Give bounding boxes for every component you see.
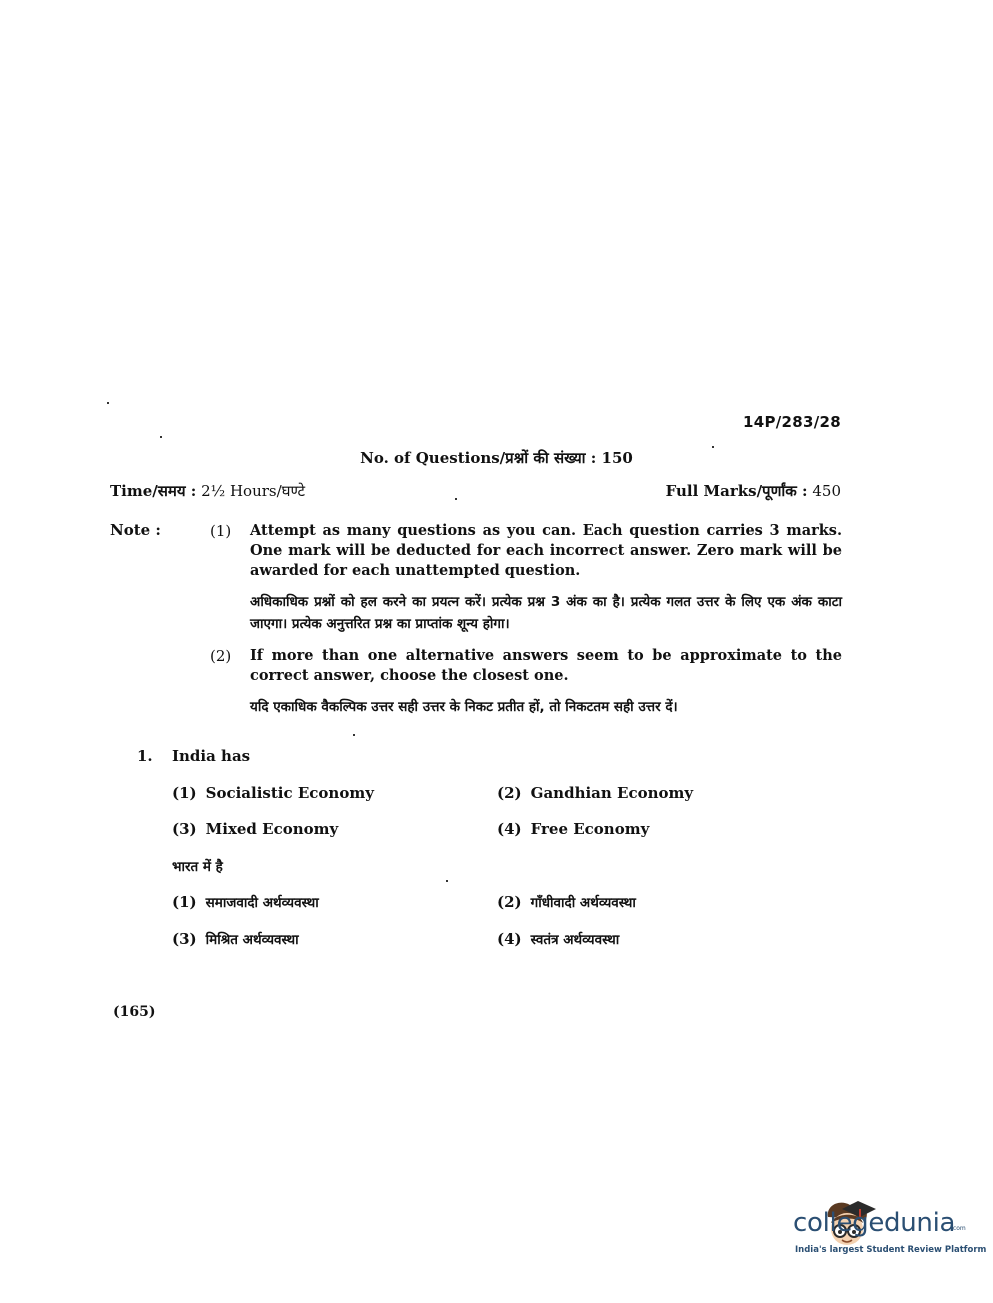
- note-english: If more than one alternative answers seem to be approximate to the correct answer, choose the closest one.: [250, 647, 842, 684]
- option-text: गाँधीवादी अर्थव्यवस्था: [530, 895, 636, 911]
- watermark-domain: .com: [951, 1225, 966, 1232]
- option-text: Mixed Economy: [205, 820, 339, 838]
- paper-code: 14P/283/28: [742, 413, 841, 431]
- option-hi-2: [497, 893, 636, 911]
- question-stem-hindi: भारत में है: [172, 859, 223, 875]
- option-number: (4): [497, 930, 522, 948]
- note-body: [250, 646, 842, 718]
- scan-speck: [455, 498, 457, 500]
- option-en-3: [172, 820, 338, 838]
- option-number: (1): [172, 784, 197, 802]
- scan-speck: [712, 446, 714, 448]
- scan-speck: [446, 880, 448, 882]
- time-info: [110, 481, 305, 501]
- option-en-2: [497, 784, 693, 802]
- scan-speck: [353, 734, 355, 736]
- exam-meta-row: [110, 481, 841, 501]
- option-text: Gandhian Economy: [530, 784, 694, 802]
- marks-info: [666, 481, 841, 501]
- question-stem-english: India has: [172, 747, 251, 765]
- option-text: Free Economy: [530, 820, 650, 838]
- note-body: [250, 521, 842, 635]
- option-text: मिश्रित अर्थव्यवस्था: [205, 932, 299, 948]
- note-hindi: अधिकाधिक प्रश्नों को हल करने का प्रयत्न करें। प्रत्येक प्रश्न 3 अंक का है। प्रत्येक गलत उत्तर के लिए एक अंक काटा जाएगा। प्रत्येक अनुत्तरित प्रश्न का प्राप्तांक शून्य होगा।: [250, 594, 842, 632]
- time-label: Time/समय :: [110, 482, 197, 500]
- option-en-4: [497, 820, 649, 838]
- option-text: समाजवादी अर्थव्यवस्था: [205, 895, 319, 911]
- time-value: 2½ Hours/घण्टे: [201, 482, 306, 500]
- note-item-2: [210, 646, 842, 718]
- option-hi-3: [172, 930, 299, 948]
- option-number: (3): [172, 820, 197, 838]
- watermark-brand: collegedunia: [793, 1208, 956, 1238]
- option-text: स्वतंत्र अर्थव्यवस्था: [530, 932, 620, 948]
- note-english: Attempt as many questions as you can. Each question carries 3 marks. One mark will be deducted for each incorrect answer. Zero mark will be awarded for each unattempted question.: [250, 522, 842, 579]
- number-of-questions: No. of Questions/प्रश्नों की संख्या : 150: [360, 449, 633, 467]
- option-hi-4: [497, 930, 619, 948]
- option-hi-1: [172, 893, 319, 911]
- watermark-tagline: India's largest Student Review Platform: [795, 1245, 987, 1255]
- option-number: (3): [172, 930, 197, 948]
- option-en-1: [172, 784, 374, 802]
- note-hindi: यदि एकाधिक वैकल्पिक उत्तर सही उत्तर के निकट प्रतीत हों, तो निकटतम सही उत्तर दें।: [250, 699, 678, 715]
- option-text: Socialistic Economy: [205, 784, 374, 802]
- note-number: (2): [210, 647, 232, 665]
- note-label: Note :: [110, 521, 161, 539]
- marks-label: Full Marks/पूर्णांक :: [665, 482, 808, 500]
- option-number: (4): [497, 820, 522, 838]
- option-number: (2): [497, 893, 522, 911]
- note-item-1: [210, 521, 842, 635]
- question-number: 1.: [137, 747, 153, 765]
- page-number: (165): [113, 1004, 156, 1020]
- option-number: (2): [497, 784, 522, 802]
- scan-speck: [107, 402, 109, 404]
- note-number: (1): [210, 522, 232, 540]
- option-number: (1): [172, 893, 197, 911]
- marks-value: 450: [812, 482, 841, 500]
- scan-speck: [160, 436, 162, 438]
